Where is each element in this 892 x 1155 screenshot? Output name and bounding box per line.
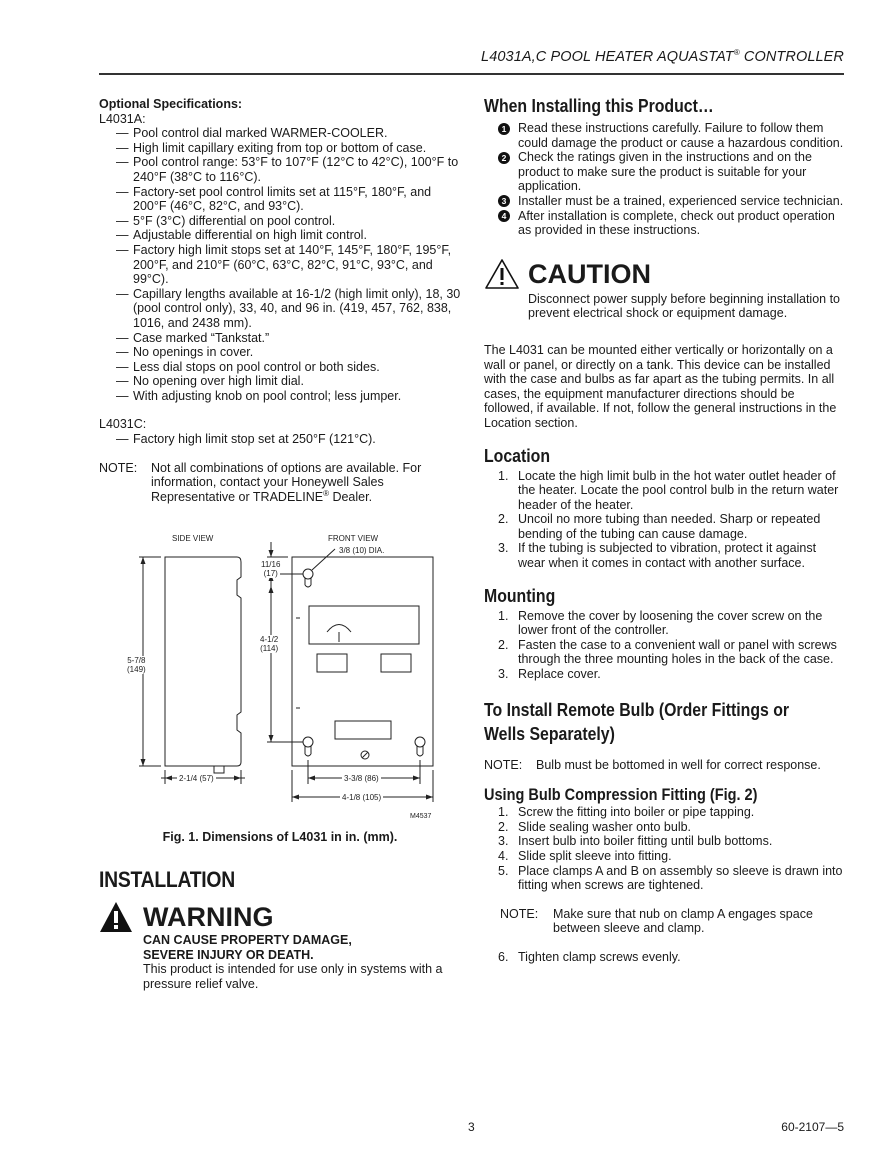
list-item: — Adjustable differential on high limit control. [99,228,461,243]
list-item: — Factory high limit stop set at 250°F (121°C). [99,432,461,447]
when-installing-heading: When Installing this Product… [484,96,714,116]
list-item: 6. Tighten clamp screws evenly. [498,949,681,964]
note-label: NOTE: [99,460,138,475]
dim-depth-label: 2-1/4 (57) [179,774,214,784]
list-item: 5. Place clamps A and B on assembly so sleeve is drawn into fitting when screws are tightened. [498,863,843,893]
list-item: — Less dial stops on pool control or both sides. [99,360,461,375]
list-item-text: Tighten clamp screws evenly. [518,949,681,964]
list-item-text: Place clamps A and B on assembly so sleeve is drawn into fitting when screws are tightened. [518,863,843,893]
list-item [484,150,844,194]
list-item [484,194,844,209]
list-item: — Pool control dial marked WARMER-COOLER. [99,126,461,141]
fitting-list [484,805,844,893]
mounting-heading: Mounting [484,585,556,606]
fitting-heading: Using Bulb Compression Fitting (Fig. 2) [484,786,758,805]
number-bullet-4: 4 [498,210,510,222]
caution-icon [484,258,520,290]
remote-heading-line-1: To Install Remote Bulb (Order Fittings or [484,699,790,720]
installation-heading: INSTALLATION [99,867,235,893]
list-item [484,209,844,238]
left-slot [317,654,347,672]
list-item: — No opening over high limit dial. [99,374,461,389]
list-item-text: Uncoil no more tubing than needed. Sharp or repeated bending of the tubing can cause damage. [518,512,821,541]
note-label: NOTE: [484,757,523,772]
left-column [99,97,461,991]
list-item: — Factory-set pool control limits set at 115°F, 180°F, and 200°F (46°C, 82°C, and 93°C). [99,185,461,214]
list-item: 4. Slide split sleeve into fitting. [498,849,672,863]
number-bullet-2: 2 [498,152,510,164]
list-item-text: Fasten the case to a convenient wall or panel with screws through the three mounting holes in the back of the case. [518,637,837,667]
spec-title: Optional Specifications: [99,97,243,111]
list-item: — 5°F (3°C) differential on pool control. [99,214,461,229]
figure-code: M4537 [410,813,432,821]
list-item: — Capillary lengths available at 16-1/2 (high limit only), 18, 30 (pool control only), 33, 40, and 96 in. (419, 457, 762, 838, 1016, and 2438 mm). [99,287,461,331]
fitting-note [500,907,844,936]
list-item-text: Screw the fitting into boiler or pipe tapping. [518,805,755,820]
list-item: 1. Screw the fitting into boiler or pipe tapping. [498,805,755,820]
note-suffix: Dealer. [328,489,373,504]
dim-top-label: 11/16 (17) [261,560,281,579]
keyhole-bottom-left [303,737,313,747]
list-item-text: Insert bulb into boiler fitting until bulb bottoms. [518,834,773,849]
when-installing-list [484,121,844,238]
keyhole-top [303,569,313,579]
dim-width-label: 4-1/8 (105) [342,793,382,803]
l4031c-label: L4031C: [99,417,147,432]
caution-text: Disconnect power supply before beginning installation to prevent electrical shock or equipment damage. [528,291,840,321]
header-rule [99,73,844,75]
note-label: NOTE: [500,906,539,921]
options-note [99,461,461,505]
header-title: L4031A,C POOL HEATER AQUASTAT [481,48,734,65]
list-item: 3. Insert bulb into boiler fitting until bulb bottoms. [498,834,773,849]
warning-title: WARNING [143,902,274,933]
list-item: 2. Slide sealing washer onto bulb. [498,819,692,834]
warning-text: This product is intended for use only in systems with a pressure relief valve. [143,962,443,991]
list-item-text: Slide sealing washer onto bulb. [518,819,692,834]
registered-mark: ® [323,488,329,498]
dim-holes-label: 3-3/8 (86) [344,774,379,784]
remote-note [484,758,844,773]
caution-title: CAUTION [528,258,651,289]
keyhole-bottom-right [415,737,425,747]
l4031a-label: L4031A: [99,111,146,126]
list-item: — With adjusting knob on pool control; less jumper. [99,389,461,404]
dial-window [309,606,419,644]
list-item: — Factory high limit stops set at 140°F, 145°F, 180°F, 195°F, 200°F, and 210°F (60°C, 63°C, 82°C, 91°C, 93°C, and 99°C). [99,243,461,287]
list-item: 3. If the tubing is subjected to vibration, protect it against wear when it comes in contact with another surface. [498,541,817,571]
registered-mark: ® [733,48,740,57]
front-view-label: FRONT VIEW [328,534,379,544]
list-item: — Pool control range: 53°F to 107°F (12°C to 42°C), 100°F to 240°F (38°C to 116°C). [99,155,461,184]
caution-header [484,258,844,290]
document-number: 60-2107—5 [781,1120,844,1134]
note-text [151,461,461,505]
list-item: — No openings in cover. [99,345,461,360]
list-item: 1. Locate the high limit bulb in the hot water outlet header of the heater. Locate the pool control bulb in the return water header of the heater. [498,468,839,512]
dimension-figure [99,522,461,822]
number-bullet-3: 3 [498,195,510,207]
list-item-text: Read these instructions carefully. Failure to follow them could damage the product or cause a hazardous condition. [518,121,844,150]
list-item: — High limit capillary exiting from top or bottom of case. [99,141,461,156]
side-view-body [165,557,241,766]
dim-height-label: 5-7/8 (149) [127,656,146,675]
note-text: Bulb must be bottomed in well for correct response. [536,757,821,772]
page-header [481,46,844,64]
number-bullet-1: 1 [498,123,510,135]
note-text: Make sure that nub on clamp A engages space between sleeve and clamp. [553,906,813,936]
list-item [484,121,844,150]
remote-heading-line-2: Wells Separately) [484,723,615,744]
header-title-suffix: CONTROLLER [739,48,844,65]
list-item-text: If the tubing is subjected to vibration, protect it against wear when it comes in contact with another surface. [518,541,817,571]
side-view-foot [214,766,224,773]
warning-icon [99,901,133,933]
right-slot [381,654,411,672]
remote-bulb-heading [484,698,801,746]
list-item-text: Slide split sleeve into fitting. [518,849,672,863]
note-body: Not all combinations of options are available. For information, contact your Honeywell Sales Representative or TRADELINE [151,460,422,504]
dial-arc [327,625,351,633]
list-item-text: Locate the high limit bulb in the hot water outlet header of the heater. Locate the pool control bulb in the return water header of the heater. [518,468,839,512]
side-view-label: SIDE VIEW [172,534,214,544]
warning-body [143,933,461,991]
l4031c-list [99,432,461,447]
warning-strong-line-1: CAN CAUSE PROPERTY DAMAGE, [143,933,352,948]
list-item: — Case marked “Tankstat.” [99,331,461,346]
dia-label: 3/8 (10) DIA. [339,546,385,556]
location-heading: Location [484,445,550,466]
figure-caption: Fig. 1. Dimensions of L4031 in in. (mm). [162,830,398,845]
list-item-text: After installation is complete, check out product operation as provided in these instructions. [518,208,835,238]
mounting-paragraph: The L4031 can be mounted either vertically or horizontally on a wall or panel, or directly on a tank. This device can be installed with the case and bulbs as far apart as the tubing permits. In all cases, the equipment manufacturer directions should be followed, if available. If not, follow the general instructions in the Location section. [484,342,837,430]
list-item: 3. Replace cover. [498,667,601,682]
warning-strong-line-2: SEVERE INJURY OR DEATH. [143,947,314,962]
list-item: 2. Fasten the case to a convenient wall or panel with screws through the three mounting holes in the back of the case. [498,637,837,667]
page-number: 3 [468,1120,475,1134]
dim-mid-label: 4-1/2 (114) [260,635,279,654]
location-list [484,469,844,571]
mounting-list [484,609,844,682]
list-item-text: Installer must be a trained, experienced service technician. [518,193,844,208]
right-column [484,95,844,965]
list-item-text: Check the ratings given in the instructions and on the product to make sure the product is suitable for your application. [518,150,812,194]
list-item-text: Replace cover. [518,667,601,682]
front-view-body [292,557,433,766]
l4031a-list [99,126,461,403]
warning-header [99,901,461,933]
list-item: 1. Remove the cover by loosening the cover screw on the lower front of the controller. [498,608,823,638]
list-item-text: Remove the cover by loosening the cover screw on the lower front of the controller. [518,608,823,638]
bottom-slot [335,721,391,739]
list-item: 2. Uncoil no more tubing than needed. Sharp or repeated bending of the tubing can cause damage. [498,512,821,541]
fitting-list-continued [484,950,844,965]
